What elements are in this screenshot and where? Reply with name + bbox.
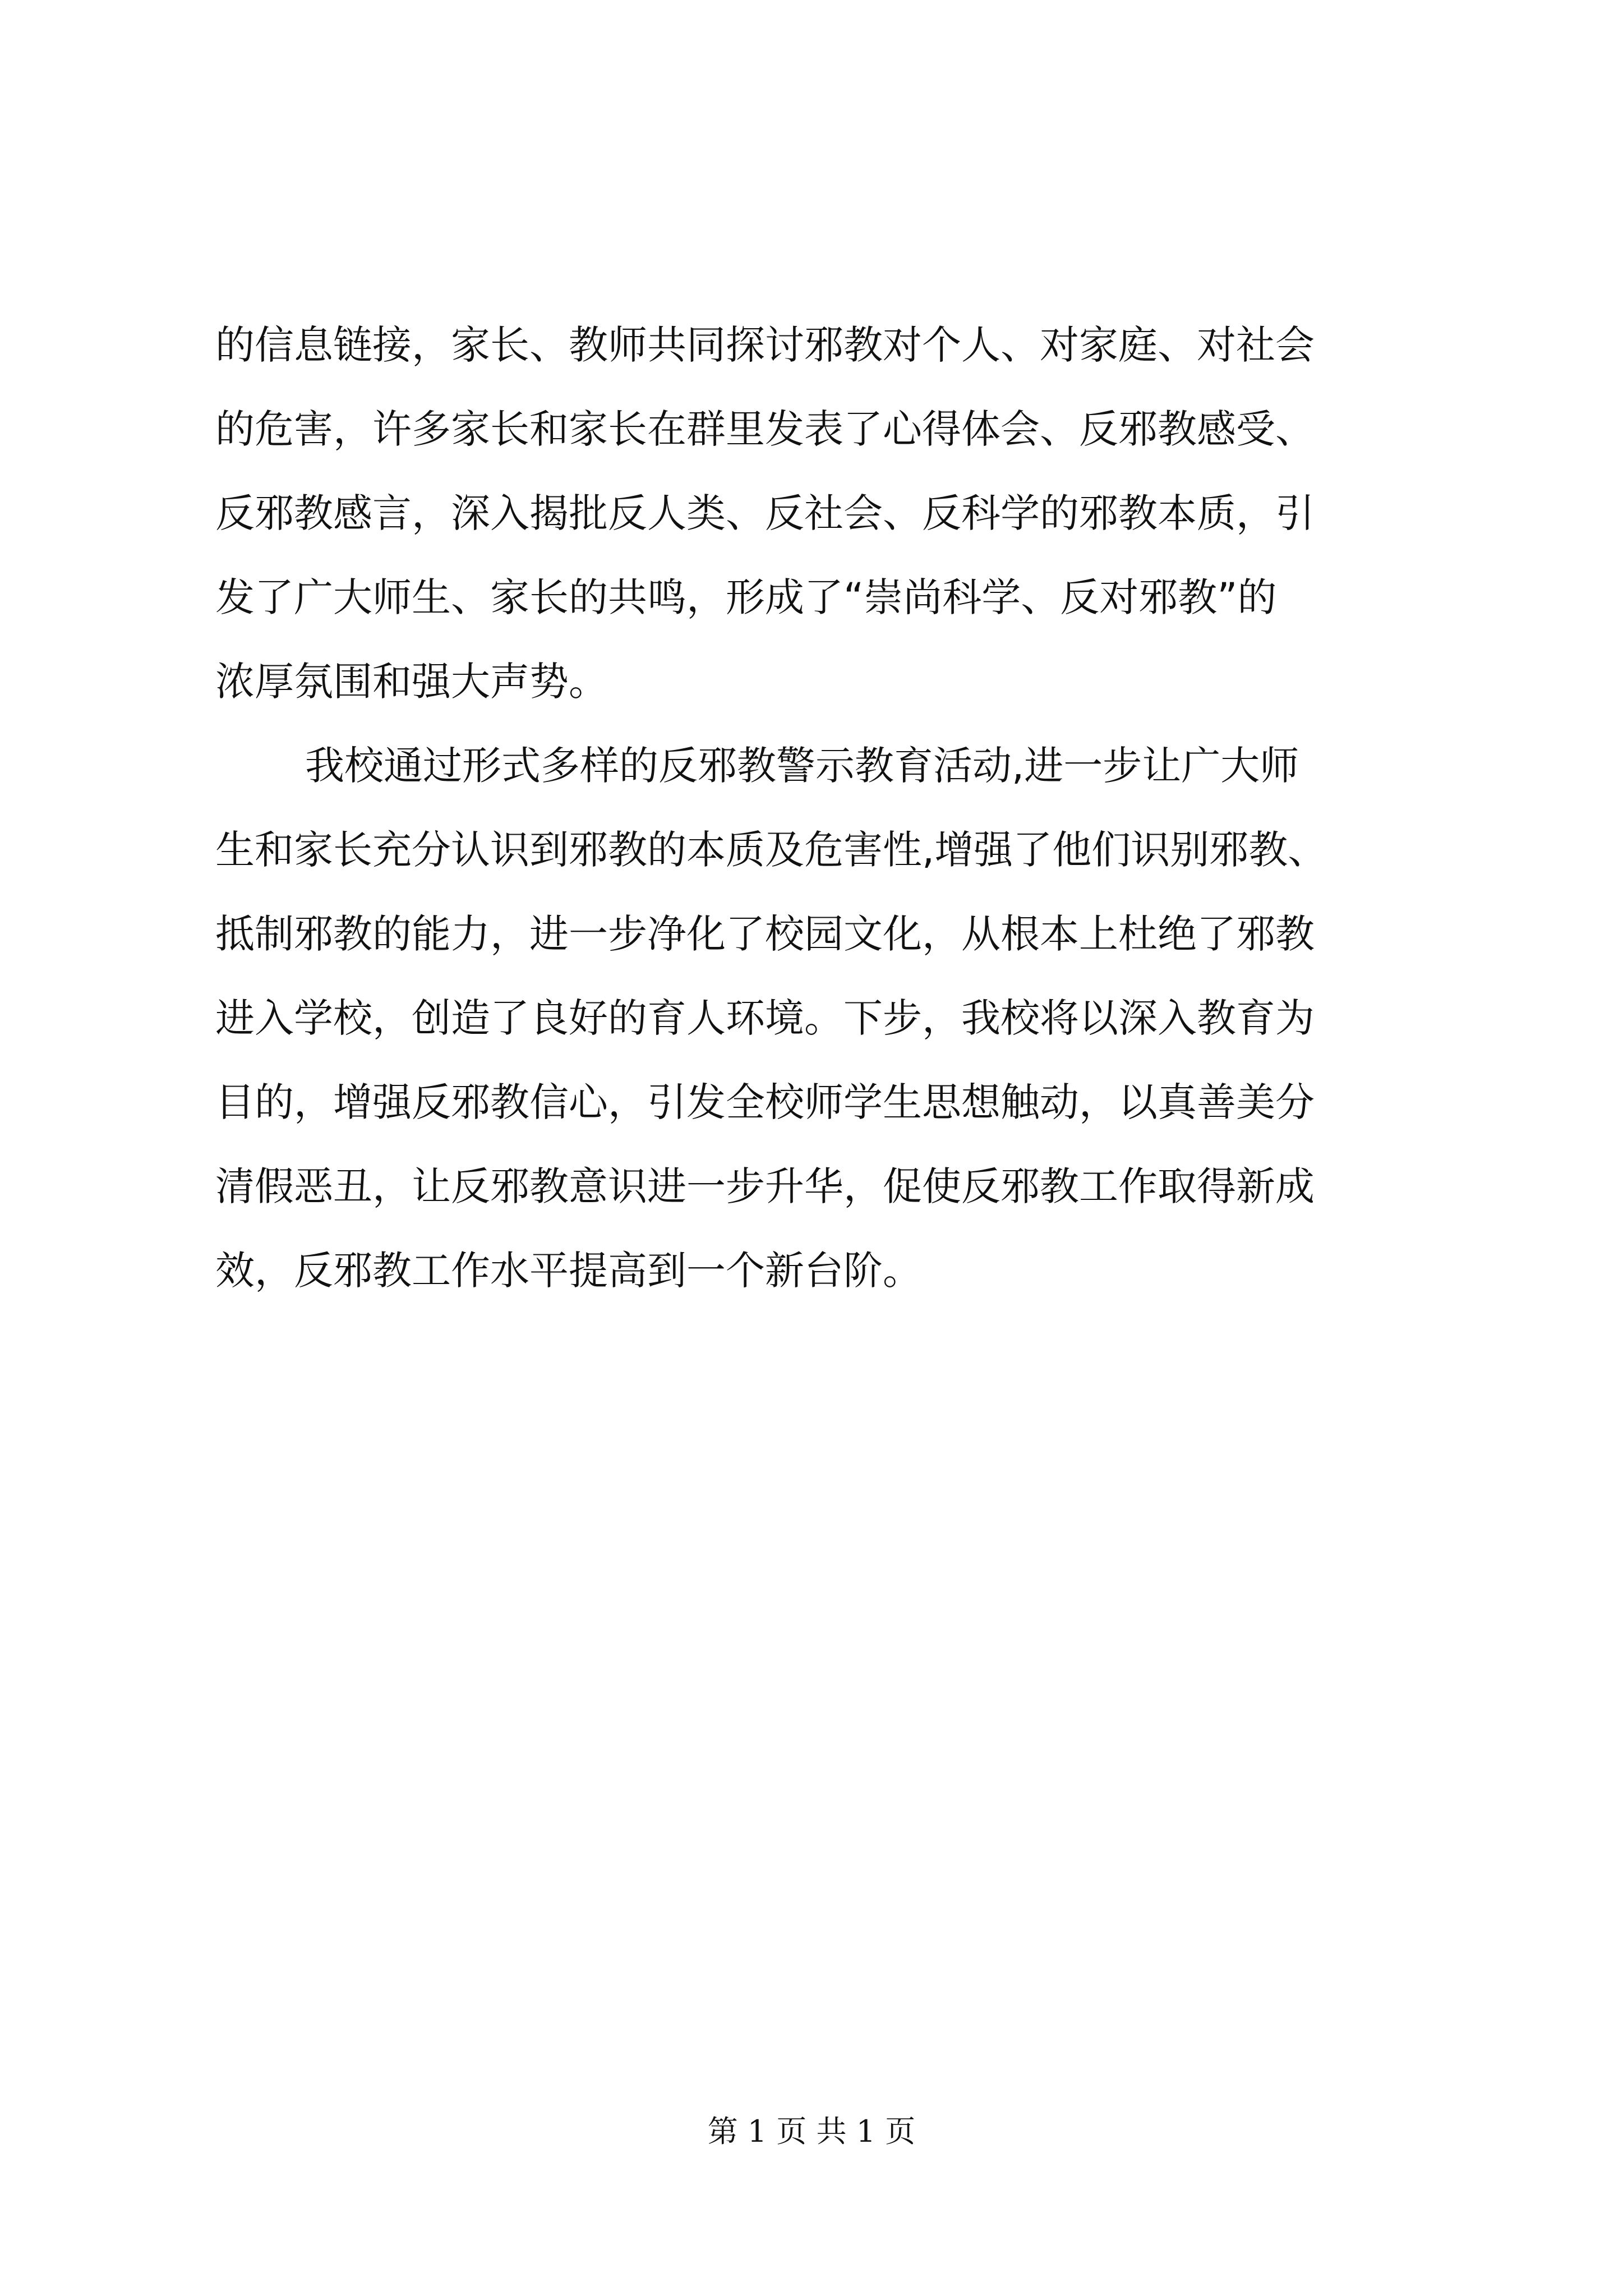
body-line: 目的，增强反邪教信心，引发全校师学生思想触动，以真善美分: [215, 1079, 1315, 1125]
body-line: 浓厚氛围和强大声势。: [215, 659, 608, 705]
document-body: [215, 303, 1415, 1313]
body-line: 生和家长充分认识到邪教的本质及危害性,增强了他们识别邪教、: [215, 827, 1327, 873]
paragraph-first-line: 我校通过形式多样的反邪教警示教育活动,进一步让广大师: [305, 743, 1299, 789]
body-line: 的危害，许多家长和家长在群里发表了心得体会、反邪教感受、: [215, 406, 1315, 452]
body-line: 发了广大师生、家长的共鸣，形成了“崇尚科学、反对邪教”的: [215, 574, 1277, 620]
body-line: 反邪教感言，深入揭批反人类、反社会、反科学的邪教本质，引: [215, 490, 1315, 536]
body-line: 效，反邪教工作水平提高到一个新台阶。: [215, 1248, 922, 1294]
body-line: 的信息链接，家长、教师共同探讨邪教对个人、对家庭、对社会: [215, 322, 1315, 368]
body-line: 进入学校，创造了良好的育人环境。下步，我校将以深入教育为: [215, 995, 1315, 1041]
page-number-footer: 第 1 页 共 1 页: [707, 2114, 916, 2149]
body-line: 清假恶丑，让反邪教意识进一步升华，促使反邪教工作取得新成: [215, 1163, 1315, 1209]
body-line: 抵制邪教的能力，进一步净化了校园文化，从根本上杜绝了邪教: [215, 911, 1315, 957]
